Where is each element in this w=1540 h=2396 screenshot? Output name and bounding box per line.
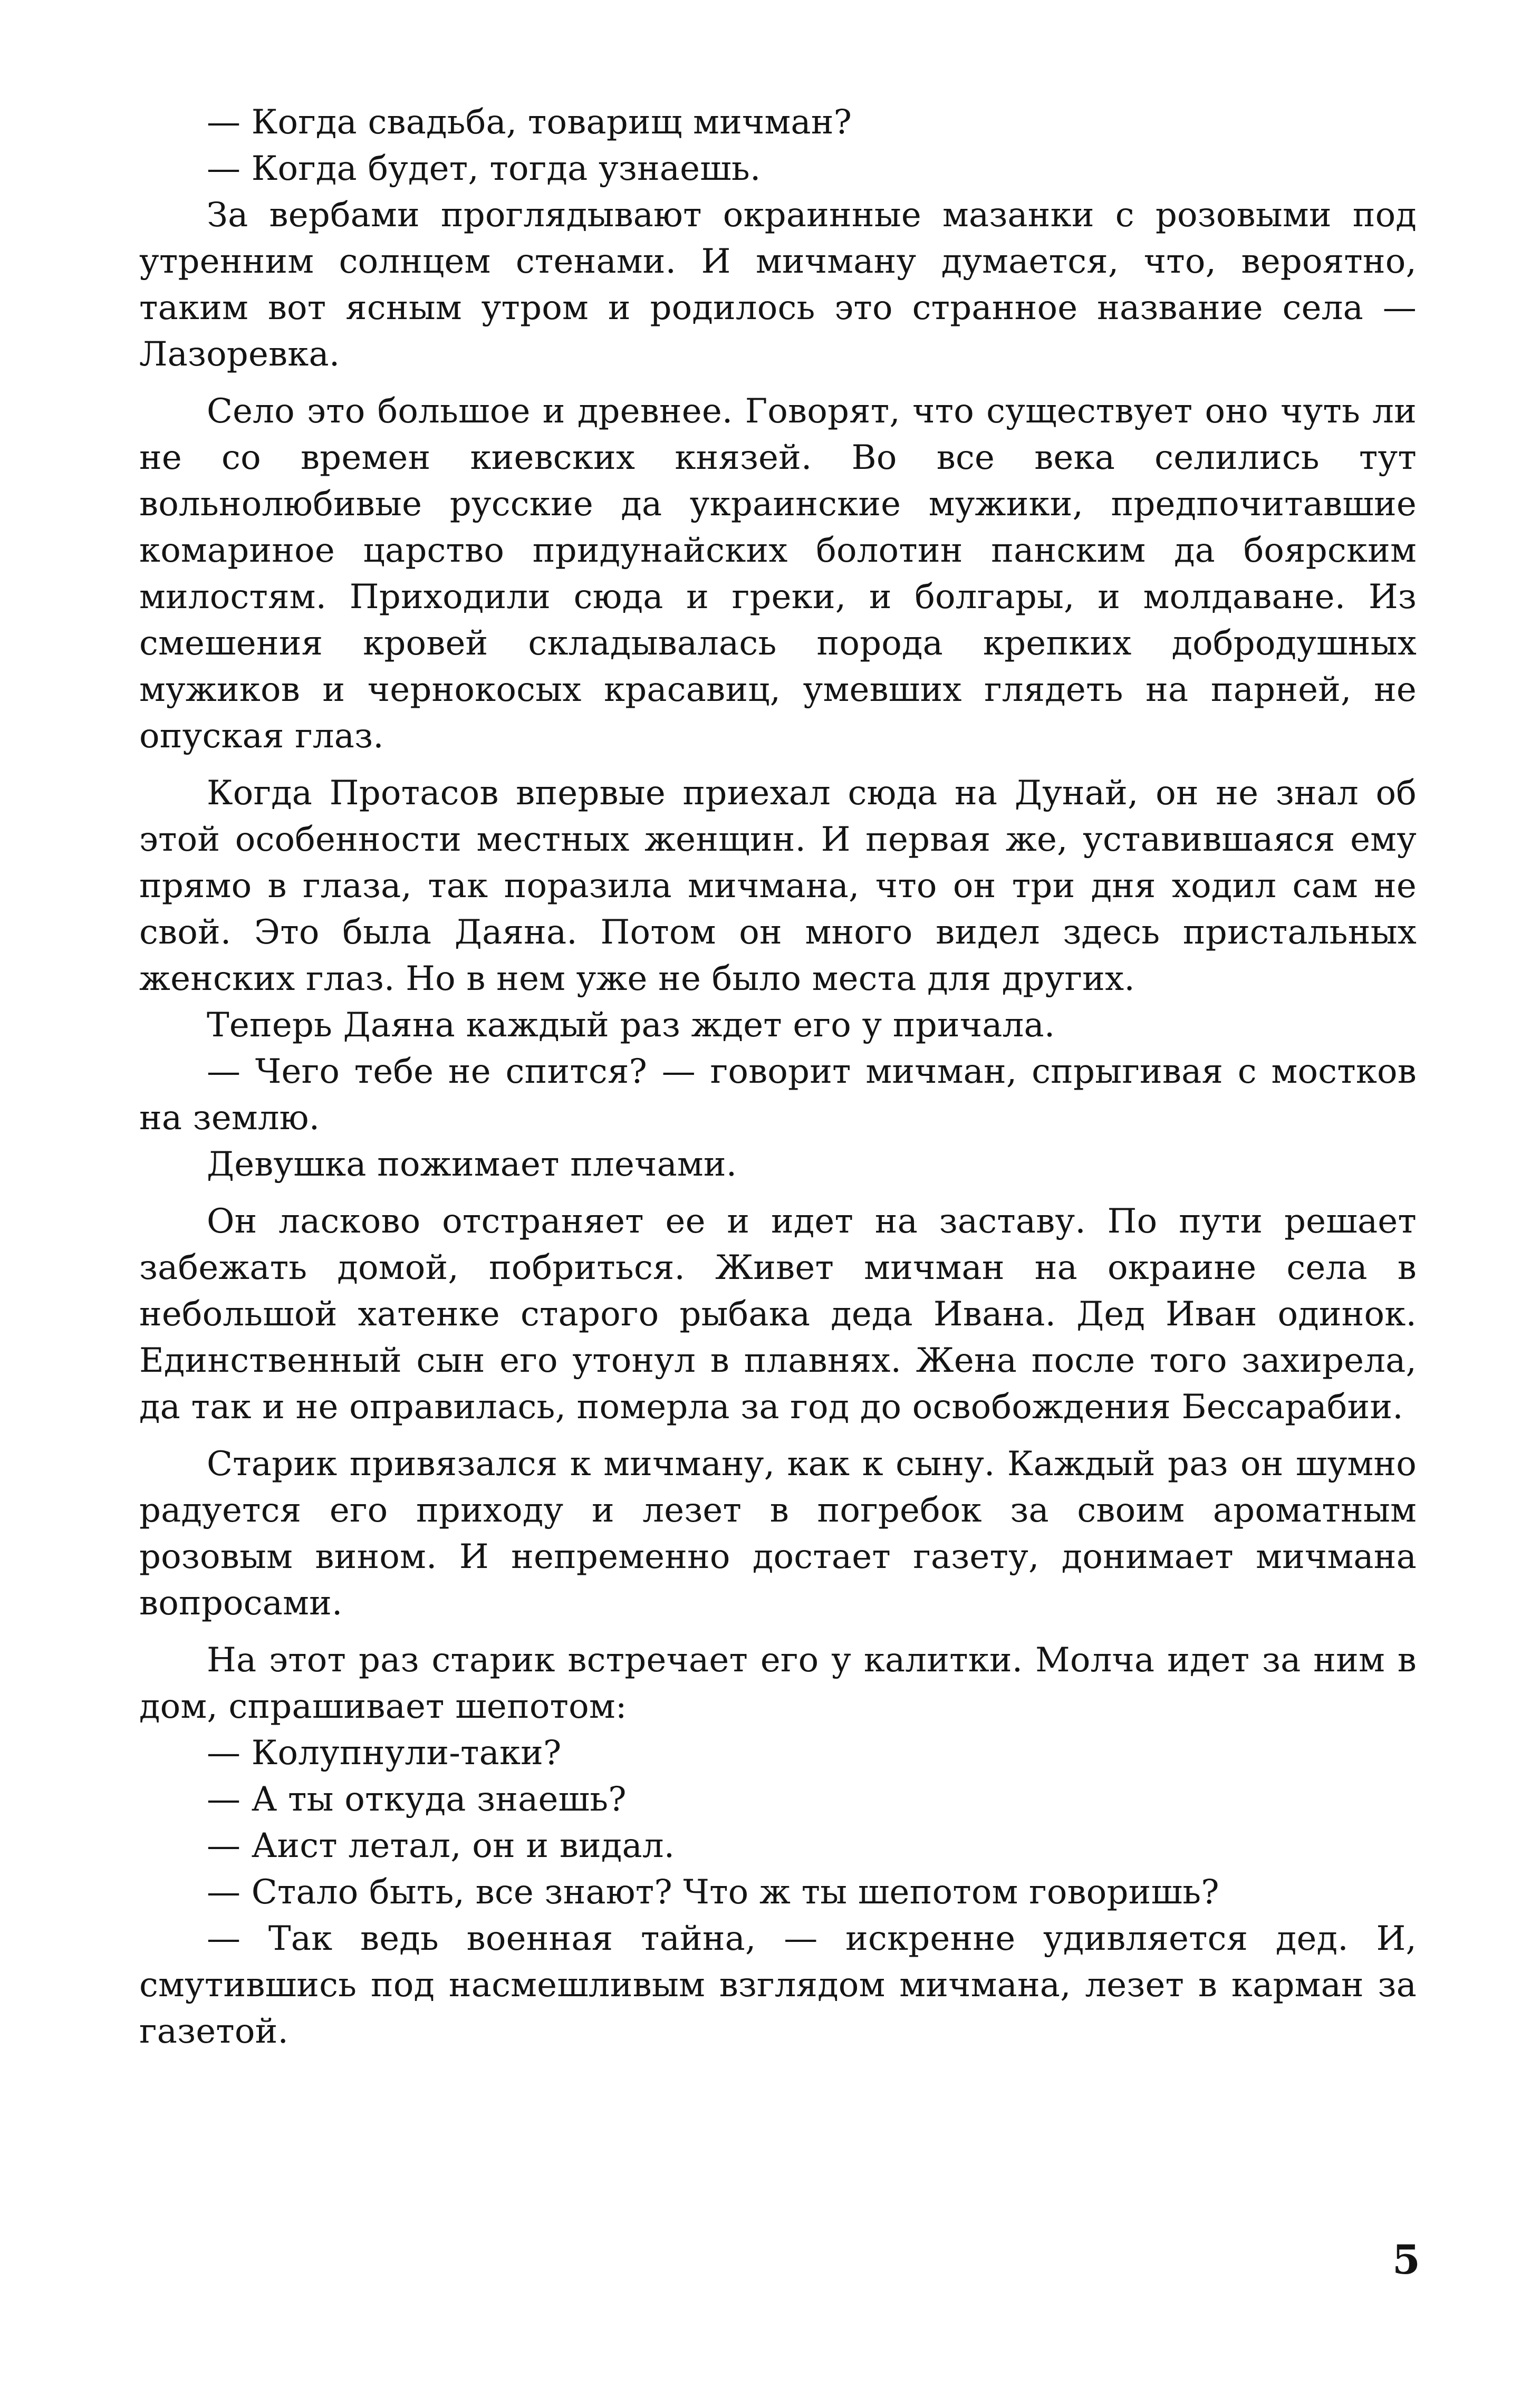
dialogue-line-wedding-answer: — Когда будет, тогда узнаешь. <box>207 149 761 188</box>
paragraph-grandfather-ivan: Он ласково отстраняет ее и идет на заставу. По пути решает забежать домой, побриться. Живет мичман на окраине села в небольшой хатенке старого рыбака деда Ивана. Дед Иван одинок. Единственный сын его утонул в плавнях. Жена после того захирела, да так и не оправилась, померла за год до освобождения Бессарабии. <box>139 1202 1417 1427</box>
dialogue-line-not-sleeping: — Чего тебе не спится? — говорит мичман, спрыгивая с мостков на землю. <box>139 1052 1417 1138</box>
dialogue-line-everyone-knows: — Стало быть, все знают? Что ж ты шепотом говоришь? <box>207 1873 1219 1912</box>
paragraph-protasov-dayana: Когда Протасов впервые приехал сюда на Дунай, он не знал об этой особенности местных женщин. И первая же, уставившаяся ему прямо в глаза, так поразила мичмана, что он три дня ходил сам не свой. Это была Даяна. Потом он много видел здесь пристальных женских глаз. Но в нем уже не было места для других. <box>139 774 1417 998</box>
dialogue-line-how-know: — А ты откуда знаешь? <box>207 1780 627 1819</box>
page-number: 5 <box>1392 2236 1420 2283</box>
dialogue-line-stork: — Аист летал, он и видал. <box>207 1826 675 1865</box>
paragraph-village-history: Село это большое и древнее. Говорят, что существует оно чуть ли не со времен киевских князей. Во все века селились тут вольнолюбивые русские да украинские мужики, предпочитавшие комариное царство придунайских болотин панским да боярским милостям. Приходили сюда и греки, и болгары, и молдаване. Из смешения кровей складывалась порода крепких добродушных мужиков и чернокосых красавиц, умевших глядеть на парней, не опуская глаз. <box>139 392 1417 756</box>
dialogue-line-kolupnuli: — Колупнули-таки? <box>207 1734 562 1773</box>
paragraph-shrugs: Девушка пожимает плечами. <box>207 1145 737 1184</box>
paragraph-lazorevka: За вербами проглядывают окраинные мазанки с розовыми под утренним солнцем стенами. И мичману думается, что, вероятно, таким вот ясным утром и родилось это странное название села — Лазоревка. <box>139 196 1417 374</box>
dialogue-line-wedding-question: — Когда свадьба, товарищ мичман? <box>207 103 852 142</box>
paragraph-dayana-waits: Теперь Даяна каждый раз ждет его у причала. <box>207 1006 1055 1045</box>
dialogue-line-military-secret: — Так ведь военная тайна, — искренне удивляется дед. И, смутившись под насмешливым взглядом мичмана, лезет в карман за газетой. <box>139 1919 1417 2051</box>
paragraph-meets-at-gate: На этот раз старик встречает его у калитки. Молча идет за ним в дом, спрашивает шепотом: <box>139 1641 1417 1726</box>
paragraph-old-man-attached: Старик привязался к мичману, как к сыну. Каждый раз он шумно радуется его приходу и лезет в погребок за своим ароматным розовым вином. И непременно достает газету, донимает мичмана вопросами. <box>139 1445 1417 1623</box>
body-text <box>139 99 1417 2055</box>
